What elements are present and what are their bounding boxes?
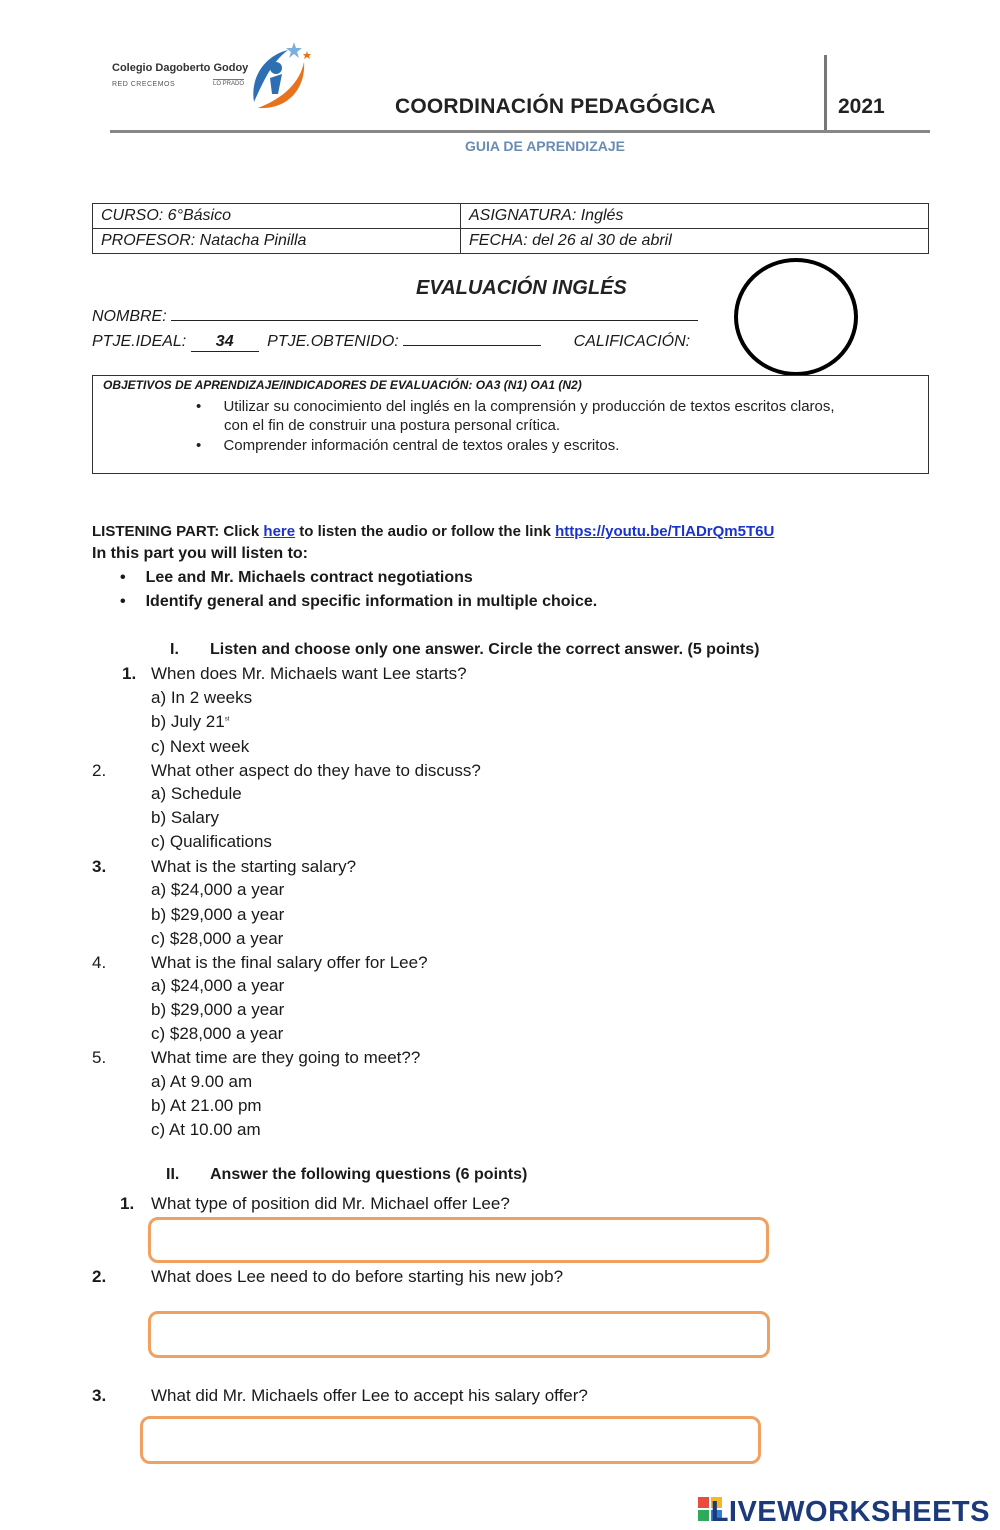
question-number: 2.	[92, 1267, 107, 1286]
answer-option[interactable]: c) Qualifications	[151, 832, 272, 851]
page-subtitle: GUIA DE APRENDIZAJE	[465, 138, 625, 154]
fecha-cell: FECHA: del 26 al 30 de abril	[461, 229, 929, 254]
answer-option[interactable]: c) Next week	[151, 737, 250, 756]
profesor-cell: PROFESOR: Natacha Pinilla	[93, 229, 461, 254]
question-text: What other aspect do they have to discuss?	[151, 761, 481, 780]
question-number: 4.	[92, 953, 107, 972]
grade-circle	[734, 258, 858, 376]
answer-option[interactable]: a) Schedule	[151, 784, 242, 803]
network-label: RED CRECEMOS	[112, 81, 176, 88]
objective-item	[196, 437, 619, 454]
section-2-heading	[166, 1166, 528, 1184]
listening-intro: In this part you will listen to:	[92, 545, 309, 562]
section-1-title: Listen and choose only one answer. Circle the correct answer. (5 points)	[210, 641, 760, 658]
question-text: What did Mr. Michaels offer Lee to accept his salary offer?	[151, 1386, 588, 1405]
header-divider-vertical	[824, 55, 827, 133]
listening-middle: to listen the audio or follow the link	[295, 523, 556, 540]
answer-input-3[interactable]	[140, 1416, 761, 1464]
answer-input-1[interactable]	[148, 1217, 769, 1263]
objective-item-continued: con el fin de construir una postura personal crítica.	[224, 417, 561, 434]
listening-bullet	[120, 569, 473, 587]
nombre-row	[92, 306, 698, 326]
evaluation-title: EVALUACIÓN INGLÉS	[416, 277, 627, 299]
curso-cell: CURSO: 6°Básico	[93, 204, 461, 229]
listening-bullet-text: Identify general and specific information in multiple choice.	[145, 593, 598, 610]
here-link[interactable]: here	[263, 523, 296, 540]
answer-option[interactable]: b) $29,000 a year	[151, 1000, 285, 1019]
question-text: What time are they going to meet??	[151, 1048, 421, 1067]
ptje-ideal-value	[191, 333, 259, 352]
answer-option[interactable]: c) At 10.00 am	[151, 1120, 261, 1139]
answer-option[interactable]: c) $28,000 a year	[151, 929, 284, 948]
question-number: 1.	[122, 664, 137, 683]
listening-prefix: LISTENING PART: Click	[92, 523, 264, 540]
section-2-numeral: II.	[166, 1166, 180, 1183]
page-title: COORDINACIÓN PEDAGÓGICA	[395, 95, 716, 118]
question-number: 3.	[92, 1386, 107, 1405]
listening-instructions	[92, 523, 774, 540]
section-1-heading	[170, 641, 760, 659]
question-number: 5.	[92, 1048, 107, 1067]
objective-text: Utilizar su conocimiento del inglés en la comprensión y producción de textos escritos claros,	[223, 398, 835, 415]
answer-option[interactable]	[151, 712, 229, 732]
year-label: 2021	[838, 95, 885, 118]
ordinal-suffix: st	[224, 716, 230, 723]
objectives-heading: OBJETIVOS DE APRENDIZAJE/INDICADORES DE EVALUACIÓN: OA3 (N1) OA1 (N2)	[103, 378, 582, 392]
youtube-link[interactable]: https://youtu.be/TlADrQm5T6U	[555, 523, 775, 540]
objective-text: Comprender información central de textos orales y escritos.	[223, 437, 620, 454]
question-text: When does Mr. Michaels want Lee starts?	[151, 664, 467, 683]
school-logo-graphic	[248, 38, 314, 112]
nombre-line	[171, 306, 698, 321]
section-1-numeral: I.	[170, 641, 179, 658]
ptje-ideal-number: 34	[215, 333, 234, 350]
location-label: LO PRADO	[213, 81, 245, 87]
answer-option[interactable]: c) $28,000 a year	[151, 1024, 284, 1043]
answer-option[interactable]: a) $24,000 a year	[151, 976, 285, 995]
answer-option[interactable]: b) $29,000 a year	[151, 905, 285, 924]
question-number: 3.	[92, 857, 107, 876]
listening-bullet	[120, 593, 597, 611]
school-name: Colegio Dagoberto Godoy	[112, 62, 249, 74]
bullet-icon: •	[120, 569, 126, 586]
answer-option-text: b) July 21	[151, 712, 225, 731]
question-number: 1.	[120, 1194, 135, 1213]
info-table	[92, 203, 929, 254]
liveworksheets-watermark: LIVEWORKSHEETS	[710, 1496, 990, 1528]
listening-bullet-text: Lee and Mr. Michaels contract negotiations	[145, 569, 473, 586]
objective-item	[196, 398, 835, 415]
question-text: What does Lee need to do before starting his new job?	[151, 1267, 564, 1286]
answer-option[interactable]: b) Salary	[151, 808, 220, 827]
bullet-icon: •	[196, 437, 202, 454]
bullet-icon: •	[196, 398, 202, 415]
question-number: 2.	[92, 761, 107, 780]
bullet-icon: •	[120, 593, 126, 610]
ptje-obtenido-line	[403, 331, 541, 346]
answer-option[interactable]: a) $24,000 a year	[151, 880, 285, 899]
nombre-label: NOMBRE:	[92, 308, 167, 325]
question-text: What type of position did Mr. Michael offer Lee?	[151, 1194, 510, 1213]
answer-option[interactable]: a) In 2 weeks	[151, 688, 253, 707]
answer-input-2[interactable]	[148, 1311, 770, 1358]
asignatura-cell: ASIGNATURA: Inglés	[461, 204, 929, 229]
score-row	[92, 331, 690, 352]
ptje-obtenido-label: PTJE.OBTENIDO:	[267, 333, 399, 350]
section-2-title: Answer the following questions (6 points)	[210, 1166, 528, 1183]
question-text: What is the starting salary?	[151, 857, 357, 876]
ptje-ideal-label: PTJE.IDEAL:	[92, 333, 187, 350]
answer-option[interactable]: a) At 9.00 am	[151, 1072, 253, 1091]
question-text: What is the final salary offer for Lee?	[151, 953, 428, 972]
header-divider-horizontal	[110, 130, 930, 133]
calificacion-label: CALIFICACIÓN:	[573, 333, 691, 350]
school-logo	[248, 38, 314, 112]
answer-option[interactable]: b) At 21.00 pm	[151, 1096, 262, 1115]
